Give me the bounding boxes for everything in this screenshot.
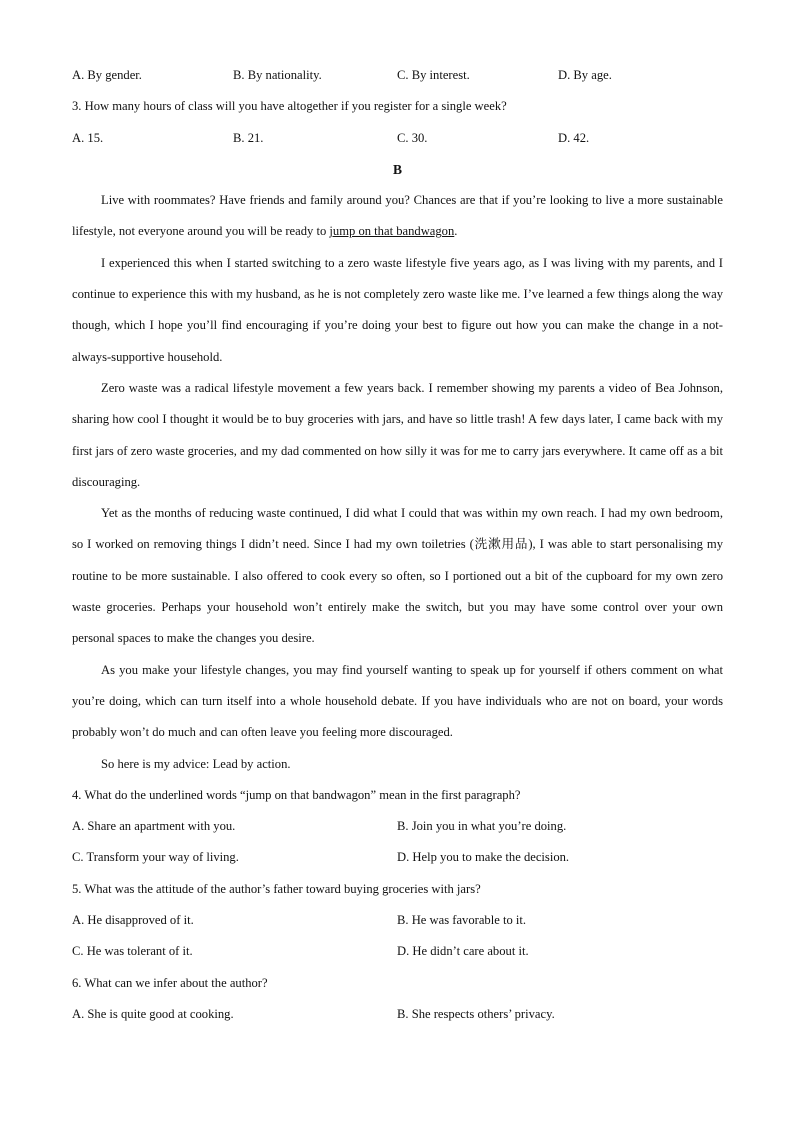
q3-option-a[interactable]: A. 15.: [72, 130, 104, 145]
q5-option-c[interactable]: C. He was tolerant of it.: [72, 944, 193, 959]
q5-option-d[interactable]: D. He didn’t care about it.: [397, 944, 529, 959]
q2-options: [72, 60, 723, 91]
p1-text-before: Live with roommates? Have friends and family around you? Chances are that if you’re looking to live a more sustainable lifestyle, not everyone around you will be ready to: [72, 193, 723, 239]
q6-question: 6. What can we infer about the author?: [72, 975, 268, 990]
q3-options: [72, 123, 723, 154]
section-heading: B: [392, 161, 402, 177]
q5-option-a[interactable]: A. He disapproved of it.: [72, 913, 194, 928]
q4-options-row-2: [72, 842, 723, 873]
q6-option-b[interactable]: B. She respects others’ privacy.: [397, 1006, 555, 1021]
passage-paragraph-4: Yet as the months of reducing waste continued, I did what I could that was within my own reach. I had my own bedroom, so I worked on removing things I didn’t need. Since I had my own toiletries (洗漱用品), I was able to start personalising my routine to be more sustainable. I also offered to cook every so often, so I portioned out a bit of the cupboard for my own zero waste groceries. Perhaps your household won’t entirely make the switch, but you may have some control over your own personal spaces to make the changes you desire.: [72, 506, 723, 646]
passage-paragraph-3: Zero waste was a radical lifestyle movement a few years back. I remember showing my parents a video of Bea Johnson, sharing how cool I thought it would be to buy groceries with jars, and have so little trash! A few days later, I came back with my first jars of zero waste groceries, and my dad commented on how silly it was for me to carry jars everywhere. It came off as a bit discouraging.: [72, 380, 723, 489]
q5-question: 5. What was the attitude of the author’s father toward buying groceries with jars?: [72, 881, 481, 896]
passage-paragraph-1: [72, 185, 723, 248]
passage-paragraph-5: As you make your lifestyle changes, you may find yourself wanting to speak up for yourself if others comment on what you’re doing, which can turn itself into a whole household debate. If you have individuals who are not on board, your words probably won’t do much and can often leave you feeling more discouraged.: [72, 662, 723, 740]
q2-option-b[interactable]: B. By nationality.: [233, 68, 322, 82]
q3-option-b[interactable]: B. 21.: [233, 130, 264, 145]
passage-paragraph-2: I experienced this when I started switching to a zero waste lifestyle five years ago, as I was living with my parents, and I continue to experience this with my husband, as he is not completely zero waste like me. I’ve learned a few things along the way though, which I hope you’ll find encouraging if you’re doing your best to figure out how you can make the change in a not-always-supportive household.: [72, 255, 723, 364]
q6-option-a[interactable]: A. She is quite good at cooking.: [72, 1006, 234, 1021]
q2-option-d[interactable]: D. By age.: [558, 68, 612, 82]
q3-option-c[interactable]: C. 30.: [397, 130, 428, 145]
q4-option-c[interactable]: C. Transform your way of living.: [72, 850, 239, 865]
q4-option-a[interactable]: A. Share an apartment with you.: [72, 819, 236, 834]
q4-options-row-1: [72, 811, 723, 842]
q4-question: 4. What do the underlined words “jump on that bandwagon” mean in the first paragraph?: [72, 787, 521, 802]
q3-option-d[interactable]: D. 42.: [558, 130, 590, 145]
q2-option-c[interactable]: C. By interest.: [397, 68, 470, 82]
q6-options-row-1: [72, 999, 723, 1030]
q2-option-a[interactable]: A. By gender.: [72, 68, 142, 82]
exam-page: [72, 60, 723, 1030]
passage-paragraph-6: So here is my advice: Lead by action.: [101, 756, 291, 771]
q5-options-row-1: [72, 905, 723, 936]
p1-text-after: .: [454, 224, 458, 239]
q4-option-d[interactable]: D. Help you to make the decision.: [397, 850, 570, 865]
q3-question: 3. How many hours of class will you have altogether if you register for a single week?: [72, 99, 507, 114]
underlined-phrase: jump on that bandwagon: [329, 224, 455, 239]
q4-option-b[interactable]: B. Join you in what you’re doing.: [397, 819, 567, 834]
q5-options-row-2: [72, 936, 723, 967]
q5-option-b[interactable]: B. He was favorable to it.: [397, 913, 527, 928]
